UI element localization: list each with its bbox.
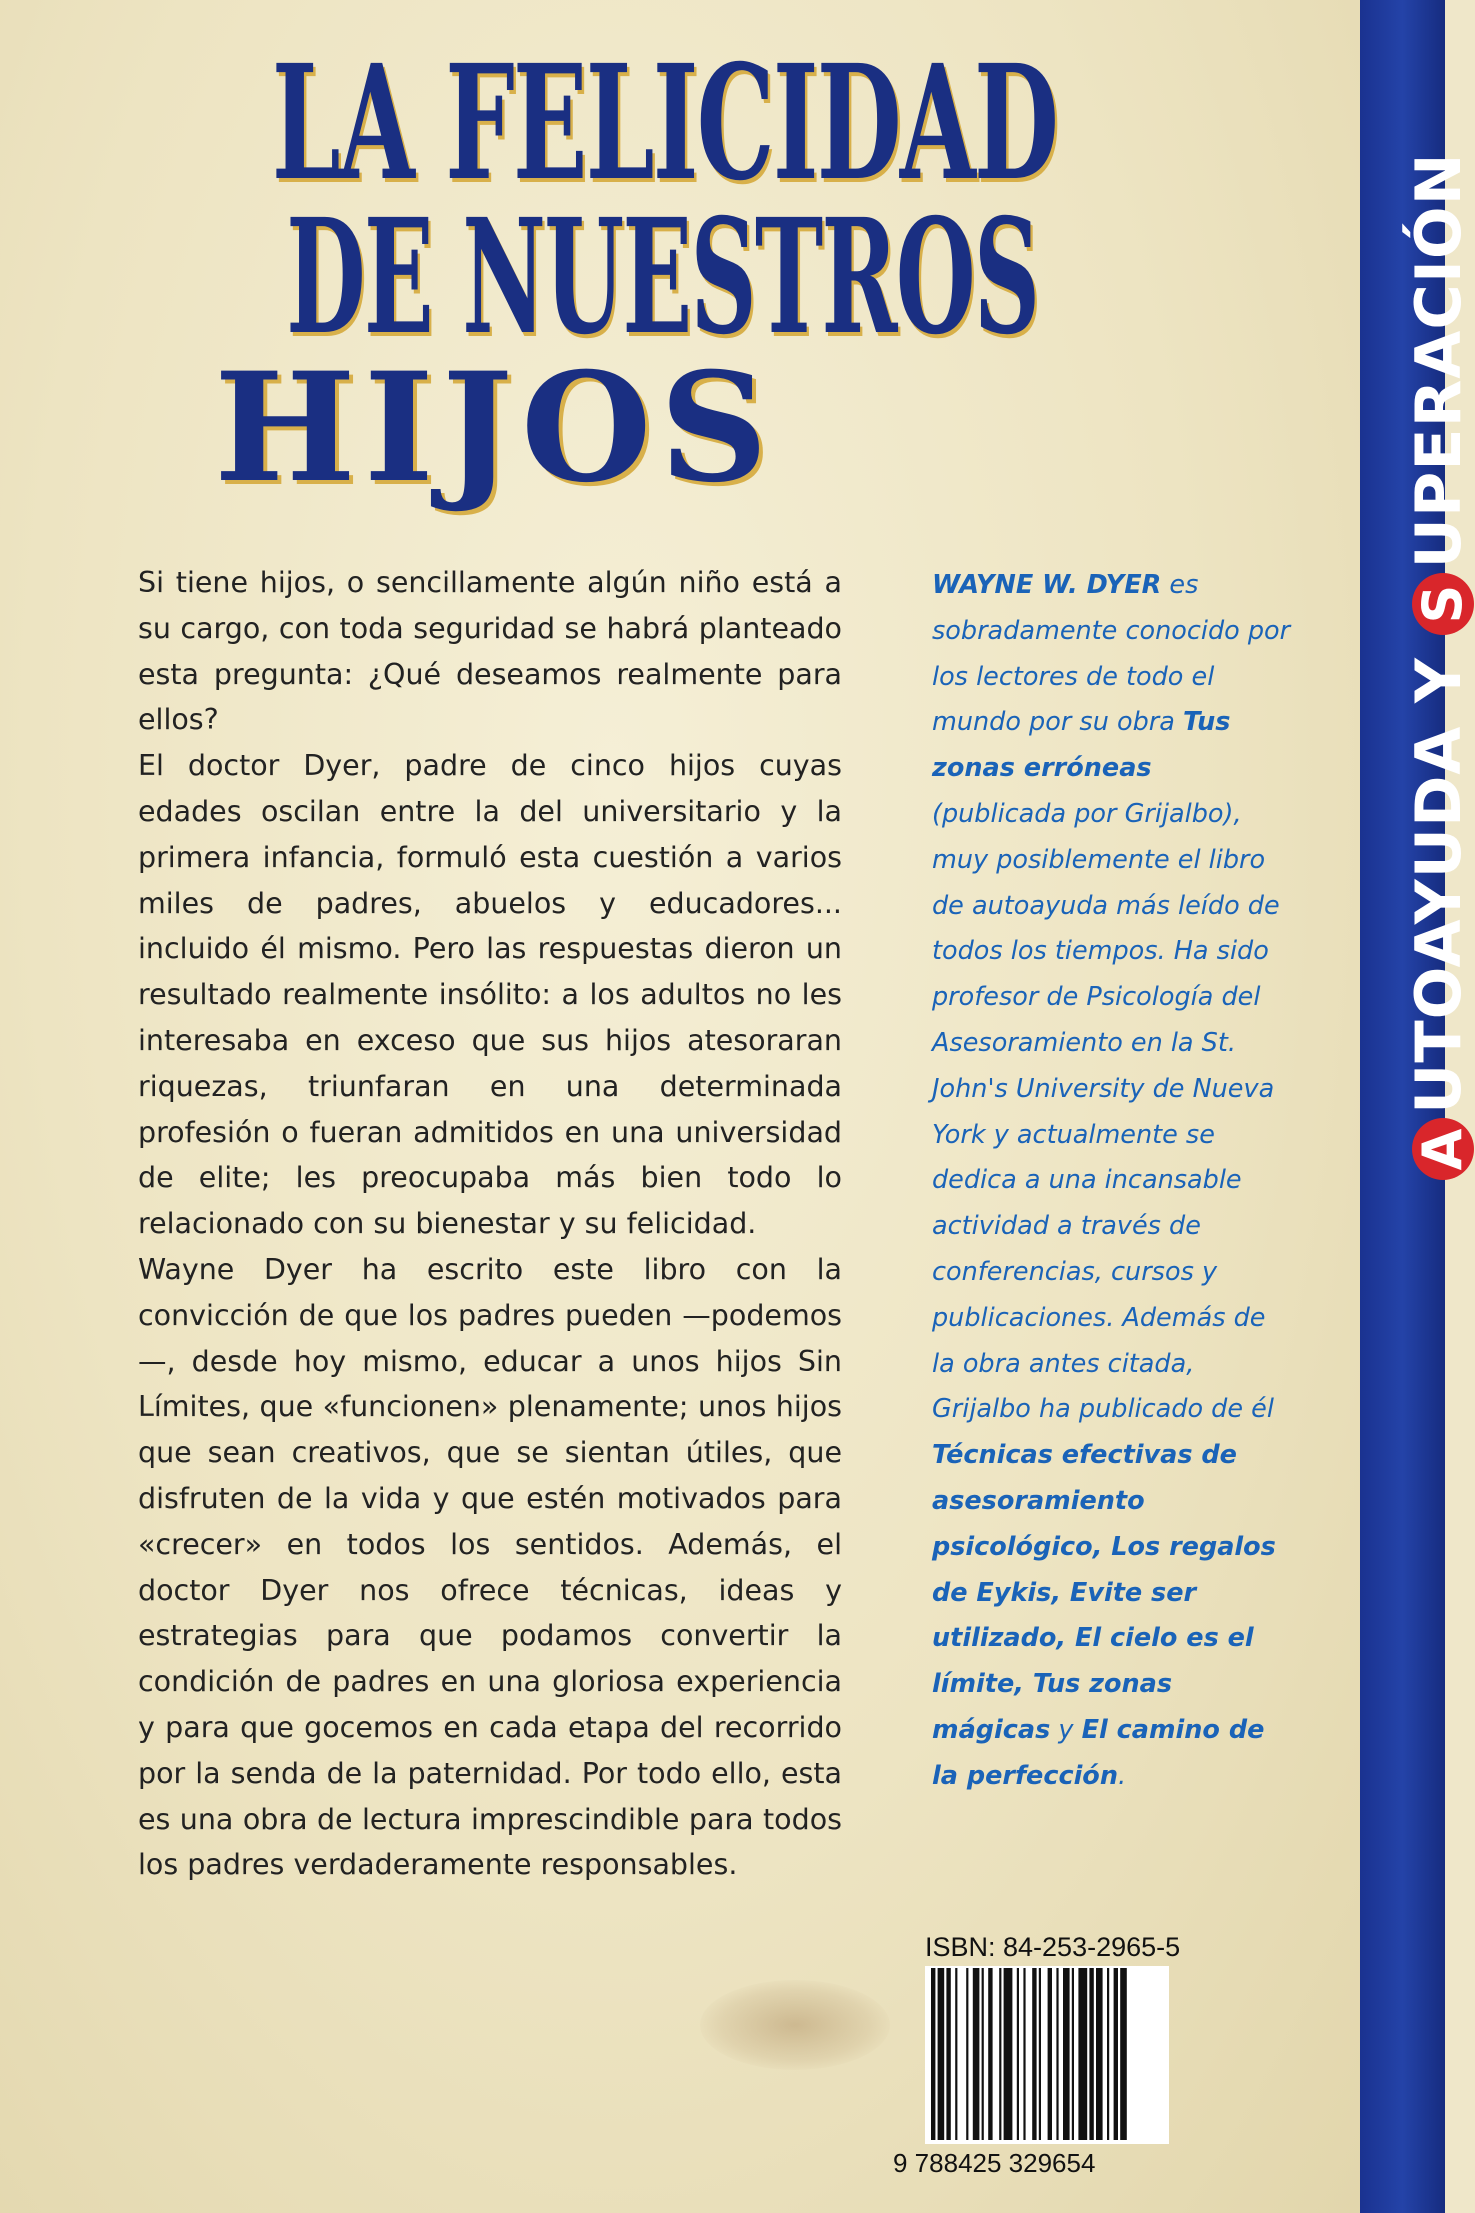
barcode-bar <box>1063 1968 1070 2140</box>
barcode-bar <box>1120 1968 1127 2140</box>
barcode-bar <box>988 1968 992 2140</box>
bio-text: es sobradamente conocido por los lectores de todo el mundo por su obra <box>932 570 1291 738</box>
barcode-bar <box>1056 1968 1058 2140</box>
barcode-bar <box>1048 1968 1052 2140</box>
bio-book-titles: Técnicas efectivas de asesoramiento psicológico, Los regalos de Eykis, Evite ser utilizado, El cielo es el límite, Tus zonas mágicas <box>932 1440 1276 1745</box>
barcode-bar <box>955 1968 957 2140</box>
barcode-bar <box>1039 1968 1041 2140</box>
barcode <box>925 1966 1169 2144</box>
description-paragraph: Wayne Dyer ha escrito este libro con la convicción de que los padres pueden —podemos—, desde hoy mismo, educar a unos hijos Sin Límites, que «funcionen» plenamente; unos hijos que sean creativos, que se sientan útiles, que disfruten de la vida y que estén motivados para «crecer» en todos los sentidos. Además, el doctor Dyer nos ofrece técnicas, ideas y estrategias para que podamos convertir la condición de padres en una gloriosa experiencia y para que gocemos en cada etapa del recorrido por la senda de la paternidad. Por todo ello, esta es una obra de lectura imprescindible para todos los padres verdaderamente responsables. <box>138 1252 842 1882</box>
spine-initial-a: A <box>1412 1118 1474 1180</box>
collection-label <box>1402 152 1475 1180</box>
spine-initial-s: S <box>1412 573 1474 635</box>
bio-book-title: El camino de la perfección <box>932 1714 1265 1791</box>
bio-text: y <box>1050 1714 1082 1745</box>
barcode-bar <box>999 1968 1001 2140</box>
barcode-bar <box>946 1968 950 2140</box>
barcode-bar <box>1032 1968 1036 2140</box>
barcode-bar <box>1023 1968 1025 2140</box>
author-name: WAYNE W. DYER <box>932 570 1162 600</box>
bio-text: (publicada por Grijalbo), muy posiblemente el libro de autoayuda más leído de todos los tiempos. Ha sido profesor de Psicología del Asesoramiento en la St. John's University de Nueva York y actualmente se dedica a una incansable actividad a través de conferencias, cursos y publicaciones. Además de la obra antes citada, Grijalbo ha publicado de él <box>932 798 1280 1425</box>
description-paragraph: El doctor Dyer, padre de cinco hijos cuyas edades oscilan entre la del universitario y la primera infancia, formuló esta cuestión a varios miles de padres, abuelos y educadores... incluido él mismo. Pero las respuestas dieron un resultado realmente insólito: a los adultos no les interesaba en exceso que sus hijos atesoraran riquezas, triunfaran en una determinada profesión o fueran admitidos en una universidad de elite; les preocupaba más bien todo lo relacionado con su bienestar y su felicidad. <box>138 749 842 1241</box>
stain <box>700 1980 890 2070</box>
barcode-bar <box>1072 1968 1074 2140</box>
barcode-bar <box>938 1968 945 2140</box>
barcode-bar <box>973 1968 980 2140</box>
barcode-bars <box>925 1966 1169 2144</box>
barcode-bar <box>966 1968 968 2140</box>
book-title <box>135 31 1058 516</box>
title-line-1: LA FELICIDAD <box>271 31 1058 216</box>
description-paragraph: Si tiene hijos, o sencillamente algún niño está a su cargo, con toda seguridad se habrá planteado esta pregunta: ¿Qué deseamos realmente para ellos? <box>138 566 842 737</box>
book-description <box>138 560 842 1888</box>
author-bio <box>932 563 1292 1800</box>
spine-word-2: UPERACIÓN <box>1402 152 1475 569</box>
barcode-bar <box>982 1968 984 2140</box>
bio-text: . <box>1117 1760 1127 1791</box>
barcode-bar <box>1004 1968 1013 2140</box>
barcode-bar <box>1107 1968 1109 2140</box>
barcode-bar <box>1096 1968 1103 2140</box>
barcode-bar <box>1078 1968 1087 2140</box>
barcode-number: 9 788425 329654 <box>893 2148 1096 2178</box>
title-line-2: DE NUESTROS <box>286 185 1039 370</box>
barcode-bar <box>1089 1968 1093 2140</box>
spine-word-1: UTOAYUDA Y <box>1402 634 1475 1114</box>
title-line-3: HIJOS <box>214 340 776 516</box>
isbn-label: ISBN: 84-253-2965-5 <box>925 1932 1181 1962</box>
barcode-bar <box>1114 1968 1118 2140</box>
bio-book-title: Tus zonas erróneas <box>932 707 1231 784</box>
barcode-bar <box>1017 1968 1019 2140</box>
barcode-bar <box>931 1968 935 2140</box>
